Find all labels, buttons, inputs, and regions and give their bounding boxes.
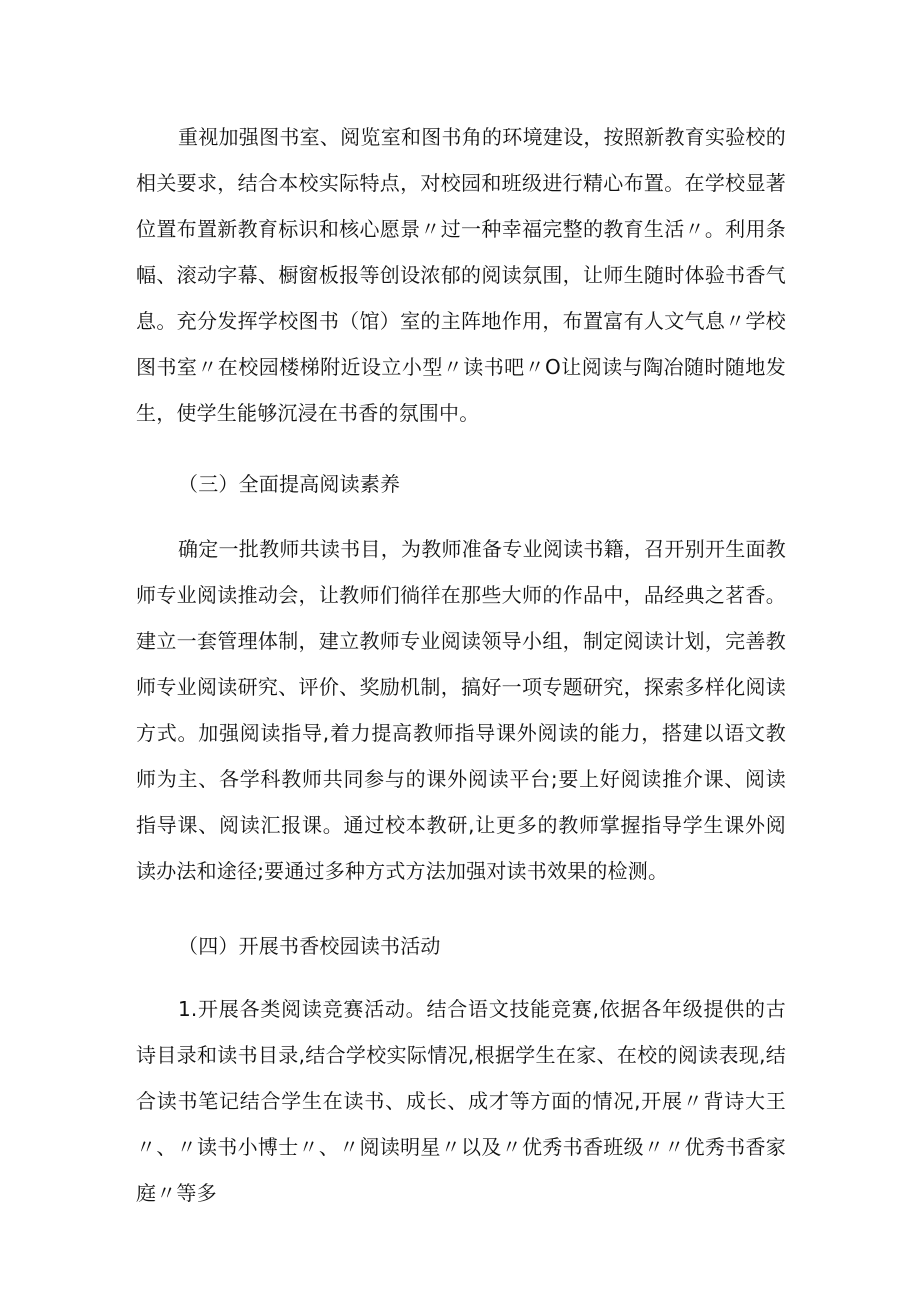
paragraph-environment-building: 重视加强图书室、阅览室和图书角的环境建设，按照新教育实验校的相关要求，结合本校实际特点，对校园和班级进行精心布置。在学校显著位置布置新教育标识和核心愿景〃过一种幸福完整的教育生活〃。利用条幅、滚动字幕、橱窗板报等创设浓郁的阅读氛围，让师生随时体验书香气息。充分发挥学校图书（馆）室的主阵地作用，布置富有人文气息〃学校图书室〃在校园楼梯附近设立小型〃读书吧〃O让阅读与陶冶随时随地发生，使学生能够沉浸在书香的氛围中。 bbox=[136, 125, 786, 425]
paragraph-reading-activities: 1.开展各类阅读竞赛活动。结合语文技能竞赛,依据各年级提供的古诗目录和读书目录,结合学校实际情况,根据学生在家、在校的阅读表现,结合读书笔记结合学生在读书、成长、成才等方面的情况,开展〃背诗大王〃、〃读书小博士〃、〃阅读明星〃以及〃优秀书香班级〃〃优秀书香家庭〃等多 bbox=[136, 997, 786, 1205]
section-heading-4: （四）开展书香校园读书活动 bbox=[178, 934, 441, 958]
section-heading-3: （三）全面提高阅读素养 bbox=[178, 472, 401, 496]
paragraph-teacher-reading: 确定一批教师共读书目，为教师准备专业阅读书籍，召开别开生面教师专业阅读推动会，让教师们徜徉在那些大师的作品中，品经典之茗香。建立一套管理体制，建立教师专业阅读领导小组，制定阅读计划，完善教师专业阅读研究、评价、奖励机制，搞好一项专题研究，探索多样化阅读方式。加强阅读指导,着力提高教师指导课外阅读的能力，搭建以语文教师为主、各学科教师共同参与的课外阅读平台;要上好阅读推介课、阅读指导课、阅读汇报课。通过校本教研,让更多的教师掌握指导学生课外阅读办法和途径;要通过多种方式方法加强对读书效果的检测。 bbox=[136, 537, 786, 883]
